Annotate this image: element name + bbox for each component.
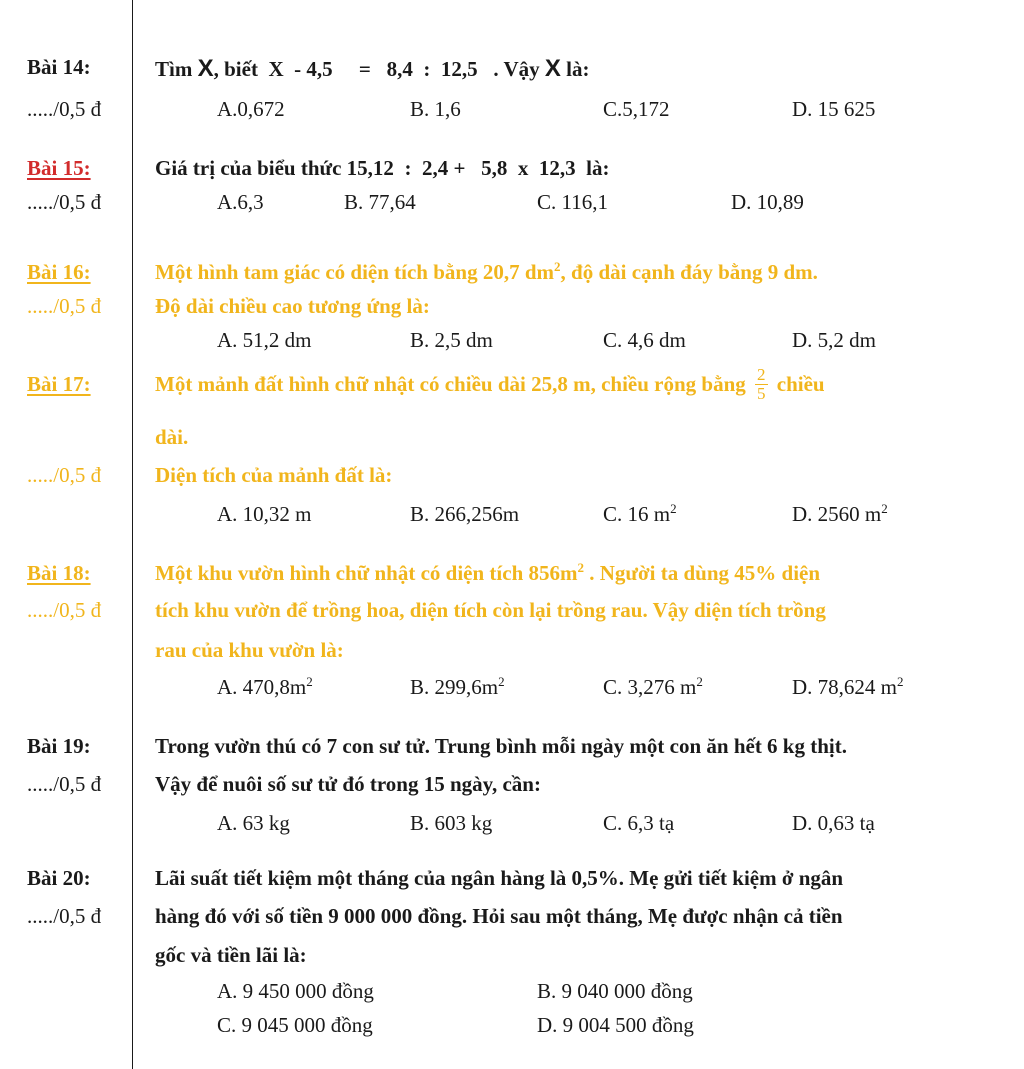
- question-20-line-3: gốc và tiền lãi là:: [155, 943, 307, 967]
- question-18-answer-c: C. 3,276 $m^2$: [603, 674, 703, 699]
- question-20-label: Bài 20:: [27, 866, 91, 890]
- question-16-score: ...../0,5 đ: [27, 294, 102, 318]
- question-17-line-3: Diện tích của mảnh đất là:: [155, 463, 393, 487]
- question-17-answer-b: B. 266,256m: [410, 502, 520, 526]
- question-17-answer-a: A. 10,32 m: [217, 502, 312, 526]
- question-19-score: ...../0,5 đ: [27, 772, 102, 796]
- question-18-answer-a: A. $470,8m^2$: [217, 674, 313, 699]
- question-19-label: Bài 19:: [27, 734, 91, 758]
- question-14-label: Bài 14:: [27, 55, 91, 79]
- question-14-answer-b: B. 1,6: [410, 97, 461, 121]
- question-17-label: Bài 17:: [27, 372, 91, 396]
- question-19-answer-b: B. 603 kg: [410, 811, 493, 835]
- question-20-score: ...../0,5 đ: [27, 904, 102, 928]
- column-divider: [132, 0, 133, 1069]
- question-18-answer-b: B. $299,6m^2$: [410, 674, 505, 699]
- question-18-line-1: Một khu vườn hình chữ nhật có diện tích $856m^2$ . Người ta dùng 45% diện: [155, 560, 821, 585]
- question-14-answer-d: D. 15 625: [792, 97, 876, 121]
- question-19-answer-d: D. 0,63 tạ: [792, 811, 875, 835]
- question-15-answer-c: C. 116,1: [537, 190, 608, 214]
- question-15-text: Giá trị của biểu thức 15,12 : 2,4 + 5,8 x 12,3 là:: [155, 156, 610, 180]
- question-14-score: ...../0,5 đ: [27, 97, 102, 121]
- question-14-answer-a: A.0,672: [217, 97, 285, 121]
- question-14-answer-c: C.5,172: [603, 97, 670, 121]
- question-18-label: Bài 18:: [27, 561, 91, 585]
- question-16-answer-b: B. 2,5 dm: [410, 328, 493, 352]
- question-17-score: ...../0,5 đ: [27, 463, 102, 487]
- question-18-answer-d: D. 78,624 $m^2$: [792, 674, 904, 699]
- question-18-line-3: rau của khu vườn là:: [155, 638, 344, 662]
- question-20-line-1: Lãi suất tiết kiệm một tháng của ngân hàng là 0,5%. Mẹ gửi tiết kiệm ở ngân: [155, 866, 844, 890]
- question-18-score: ...../0,5 đ: [27, 598, 102, 622]
- question-20-answer-d: D. 9 004 500 đồng: [537, 1013, 694, 1037]
- question-19-answer-a: A. 63 kg: [217, 811, 290, 835]
- question-16-line-1: Một hình tam giác có diện tích bằng 20,7 $dm^2$, độ dài cạnh đáy bằng 9 dm.: [155, 259, 818, 284]
- question-17-answer-d: D. 2560 $m^2$: [792, 501, 888, 526]
- question-17-line-1: Một mảnh đất hình chữ nhật có chiều dài 25,8 m, chiều rộng bằng $\frac{2}{5}$ chiều: [155, 364, 825, 403]
- question-16-label: Bài 16:: [27, 260, 91, 284]
- question-15-label: Bài 15:: [27, 156, 91, 180]
- question-19-line-2: Vậy để nuôi số sư tử đó trong 15 ngày, cần:: [155, 772, 541, 796]
- question-14-text: Tìm X, biết X - 4,5 = 8,4 : 12,5 . Vậy X là:: [155, 55, 590, 82]
- fraction-two-fifths: $\frac{2}{5}$: [757, 364, 766, 403]
- question-15-answer-a: A.6,3: [217, 190, 264, 214]
- question-16-line-2: Độ dài chiều cao tương ứng là:: [155, 294, 430, 318]
- question-20-answer-a: A. 9 450 000 đồng: [217, 979, 374, 1003]
- question-20-answer-b: B. 9 040 000 đồng: [537, 979, 693, 1003]
- question-19-answer-c: C. 6,3 tạ: [603, 811, 675, 835]
- question-15-score: ...../0,5 đ: [27, 190, 102, 214]
- question-17-line-2: dài.: [155, 425, 189, 449]
- question-20-line-2: hàng đó với số tiền 9 000 000 đồng. Hỏi sau một tháng, Mẹ được nhận cả tiền: [155, 904, 843, 928]
- question-17-answer-c: C. 16 $m^2$: [603, 501, 677, 526]
- question-19-line-1: Trong vườn thú có 7 con sư tử. Trung bình mỗi ngày một con ăn hết 6 kg thịt.: [155, 734, 847, 758]
- question-16-answer-d: D. 5,2 dm: [792, 328, 876, 352]
- question-16-answer-a: A. 51,2 dm: [217, 328, 312, 352]
- question-15-answer-d: D. 10,89: [731, 190, 804, 214]
- question-20-answer-c: C. 9 045 000 đồng: [217, 1013, 373, 1037]
- question-18-line-2: tích khu vườn để trồng hoa, diện tích còn lại trồng rau. Vậy diện tích trồng: [155, 598, 826, 622]
- question-15-answer-b: B. 77,64: [344, 190, 416, 214]
- question-16-answer-c: C. 4,6 dm: [603, 328, 686, 352]
